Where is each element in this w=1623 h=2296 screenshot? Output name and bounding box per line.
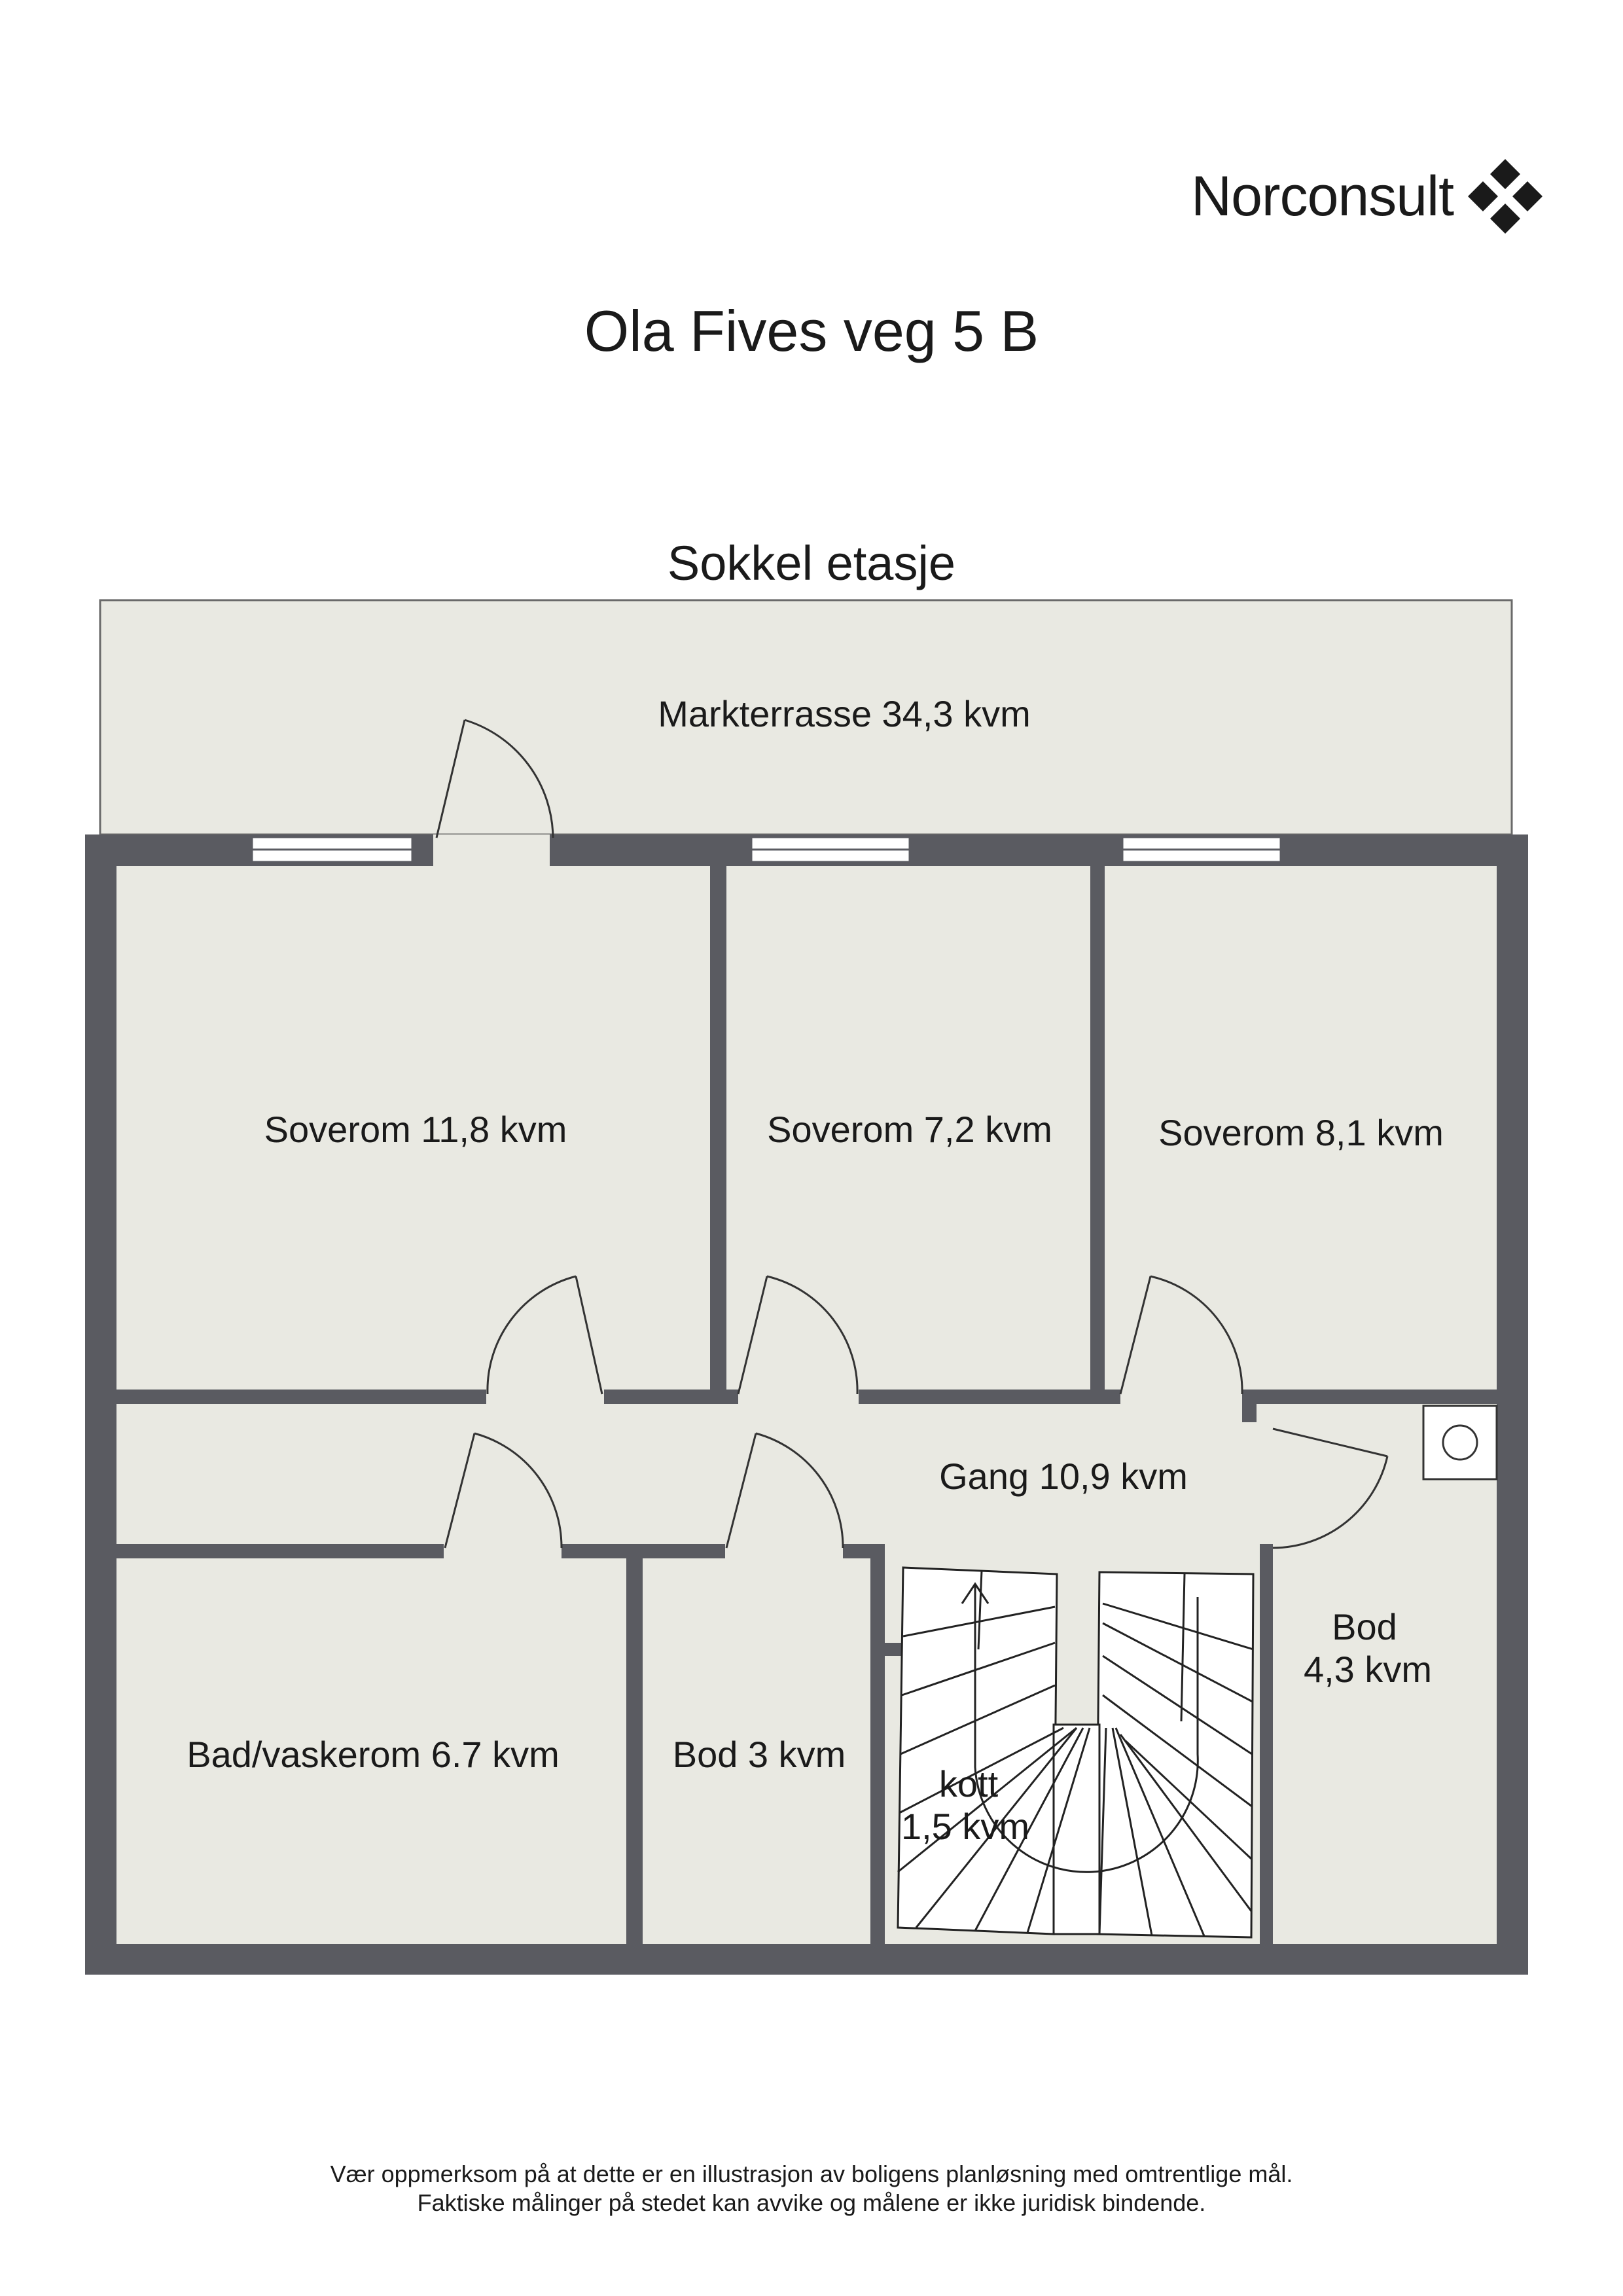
label-bath: Bad/vaskerom 6.7 kvm: [187, 1734, 560, 1775]
label-crawl-2: 1,5 kvm: [901, 1806, 1030, 1847]
label-bedroom-1: Soverom 11,8 kvm: [264, 1109, 567, 1150]
label-bedroom-2: Soverom 7,2 kvm: [767, 1109, 1052, 1150]
label-hall: Gang 10,9 kvm: [939, 1456, 1188, 1497]
property-title: Ola Fives veg 5 B: [584, 298, 1039, 363]
disclaimer: [0, 2160, 1623, 2217]
disclaimer-line-2: Faktiske målinger på stedet kan avvike og målene er ikke juridisk bindende.: [417, 2189, 1206, 2216]
disclaimer-line-1: Vær oppmerksom på at dette er en illustrasjon av boligens planløsning med omtrentlige mål.: [330, 2161, 1293, 2187]
windows: [252, 837, 1281, 862]
floor-title: Sokkel etasje: [667, 536, 956, 590]
label-bedroom-3: Soverom 8,1 kvm: [1158, 1112, 1444, 1153]
label-storage-1: Bod 3 kvm: [672, 1734, 846, 1775]
label-storage-2a: Bod: [1332, 1606, 1397, 1647]
brand-name: Norconsult: [1191, 164, 1454, 228]
interior-floor: [85, 834, 1528, 1975]
label-crawl-1: kott: [938, 1763, 999, 1804]
label-terrace: Markterrasse 34,3 kvm: [658, 693, 1031, 734]
label-storage-2b: 4,3 kvm: [1303, 1649, 1433, 1690]
